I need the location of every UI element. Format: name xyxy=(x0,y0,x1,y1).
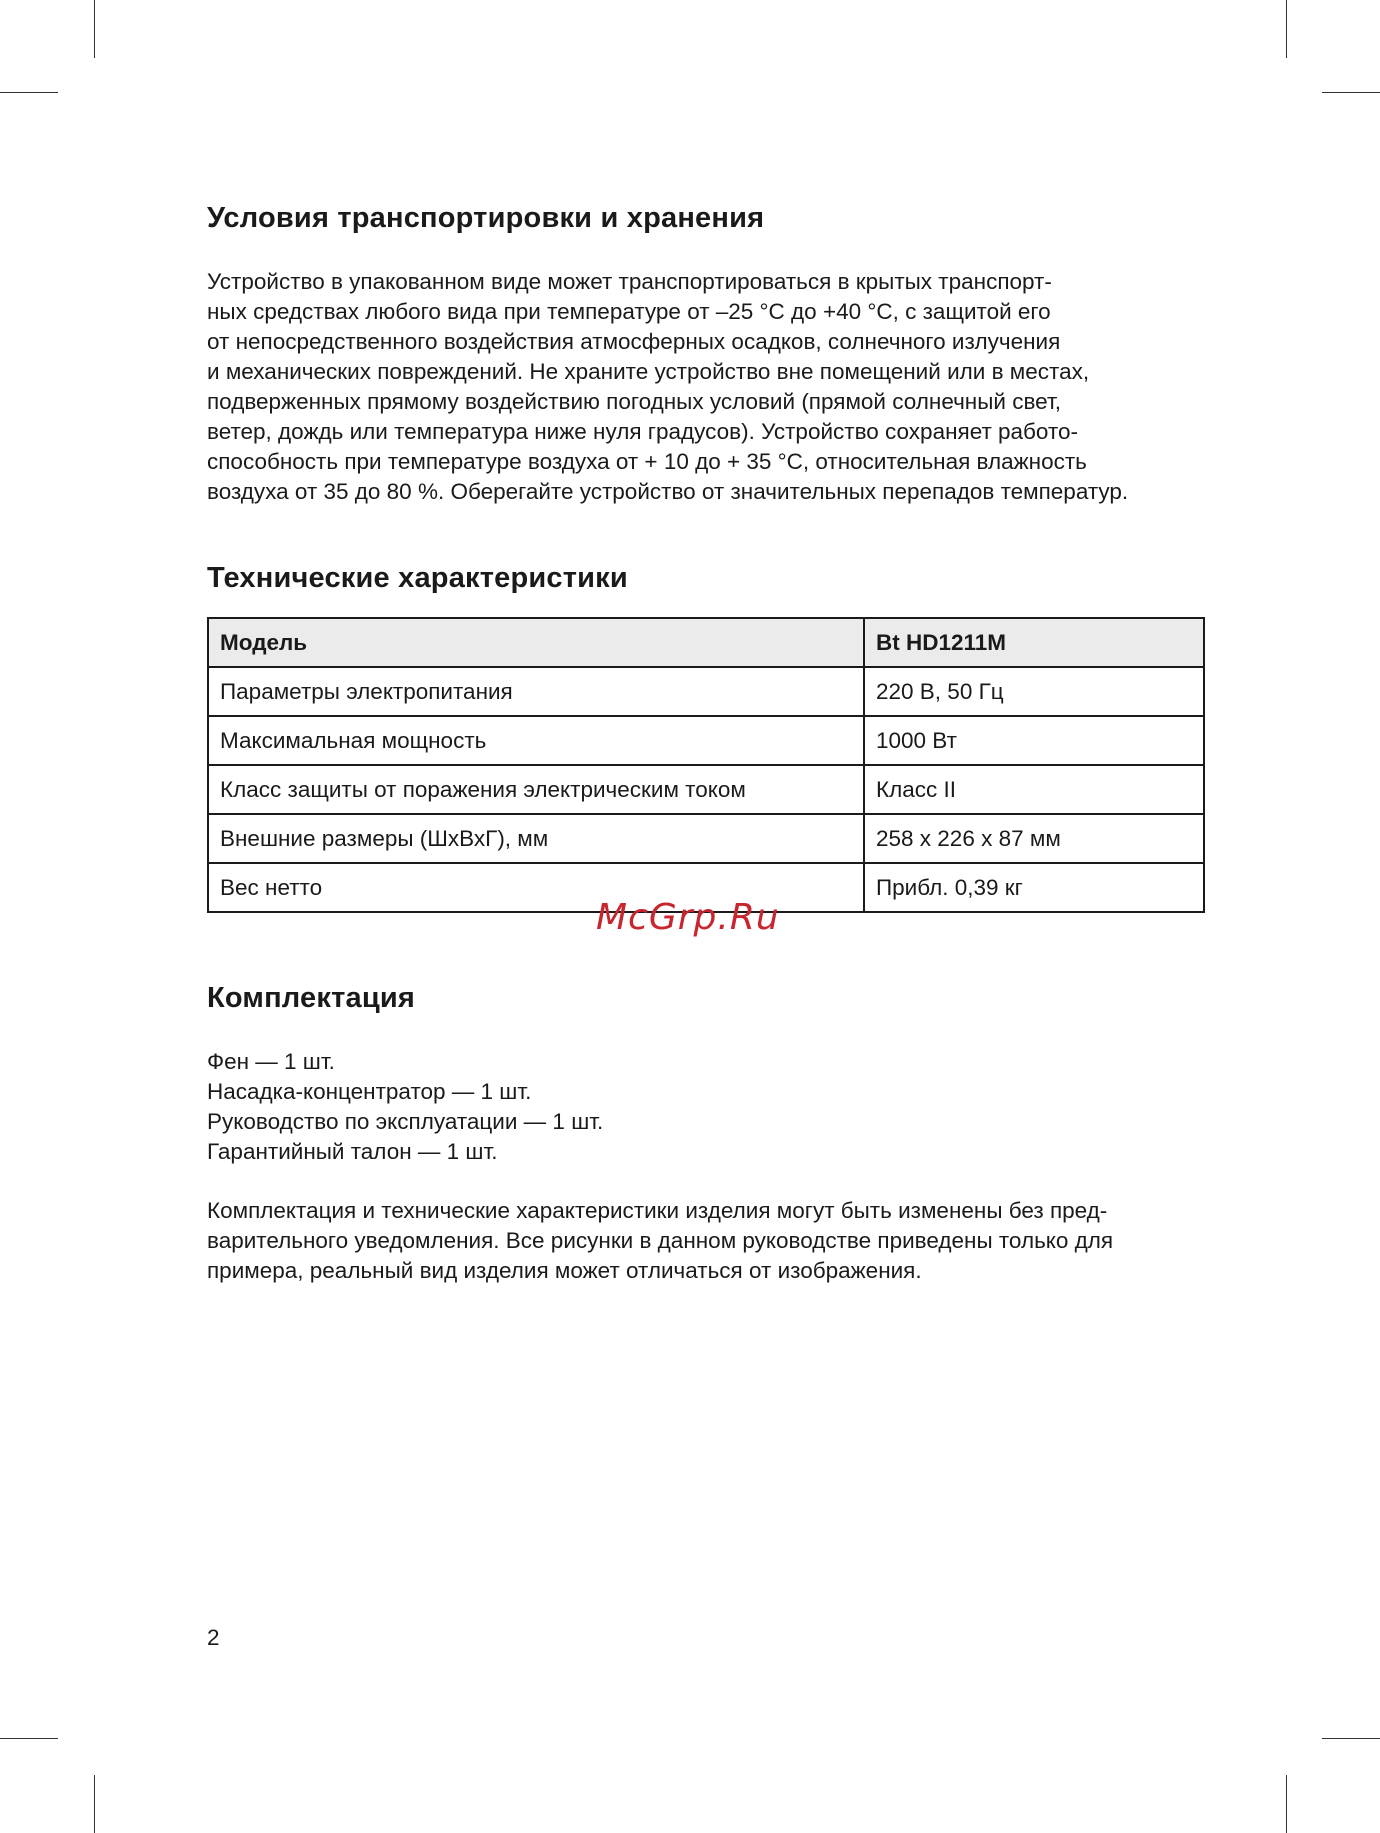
crop-mark-top-right-horizontal xyxy=(1322,92,1380,93)
crop-mark-bottom-left-vertical xyxy=(94,1775,95,1833)
spec-value: Прибл. 0,39 кг xyxy=(864,863,1204,912)
crop-mark-bottom-right-horizontal xyxy=(1322,1738,1380,1739)
specs-table xyxy=(207,617,1205,913)
crop-mark-bottom-right-vertical xyxy=(1286,1775,1287,1833)
note-line: Комплектация и технические характеристики изделия могут быть изменены без пред- xyxy=(207,1198,1108,1223)
spec-label: Внешние размеры (ШхВхГ), мм xyxy=(208,814,864,863)
spec-label: Класс защиты от поражения электрическим током xyxy=(208,765,864,814)
table-row xyxy=(208,716,1204,765)
transport-line: Устройство в упакованном виде может транспортироваться в крытых транспорт- xyxy=(207,269,1052,294)
crop-mark-top-left-vertical xyxy=(94,0,95,58)
crop-mark-top-left-horizontal xyxy=(0,92,58,93)
transport-line: воздуха от 35 до 80 %. Оберегайте устройство от значительных перепадов температур. xyxy=(207,479,1129,504)
spec-label: Параметры электропитания xyxy=(208,667,864,716)
spec-value: 220 В, 50 Гц xyxy=(864,667,1204,716)
transport-line: ных средствах любого вида при температуре от –25 °C до +40 °C, с защитой его xyxy=(207,299,1051,324)
specs-header-label: Модель xyxy=(208,618,864,667)
specs-heading: Технические характеристики xyxy=(207,562,628,594)
table-row xyxy=(208,667,1204,716)
list-item: Насадка-концентратор — 1 шт. xyxy=(207,1079,532,1104)
spec-value: 258 x 226 x 87 мм xyxy=(864,814,1204,863)
watermark: McGrp.Ru xyxy=(596,897,780,938)
transport-line: подверженных прямому воздействию погодных условий (прямой солнечный свет, xyxy=(207,389,1062,414)
page-number: 2 xyxy=(207,1625,220,1650)
list-item: Руководство по эксплуатации — 1 шт. xyxy=(207,1109,604,1134)
transport-line: способность при температуре воздуха от + 10 до + 35 °C, относительная влажность xyxy=(207,449,1087,474)
spec-label: Вес нетто xyxy=(208,863,864,912)
note-line: варительного уведомления. Все рисунки в данном руководстве приведены только для xyxy=(207,1228,1114,1253)
specs-header-value: Bt HD1211M xyxy=(864,618,1204,667)
spec-value: Класс II xyxy=(864,765,1204,814)
crop-mark-top-right-vertical xyxy=(1286,0,1287,58)
spec-value: 1000 Вт xyxy=(864,716,1204,765)
package-list xyxy=(207,1047,603,1167)
transport-heading: Условия транспортировки и хранения xyxy=(207,202,765,234)
table-row xyxy=(208,765,1204,814)
transport-line: ветер, дождь или температура ниже нуля градусов). Устройство сохраняет работо- xyxy=(207,419,1079,444)
package-note xyxy=(207,1196,1113,1286)
specs-header-row xyxy=(208,618,1204,667)
transport-paragraph xyxy=(207,267,1128,507)
note-line: примера, реальный вид изделия может отличаться от изображения. xyxy=(207,1258,922,1283)
transport-line: от непосредственного воздействия атмосферных осадков, солнечного излучения xyxy=(207,329,1061,354)
list-item: Фен — 1 шт. xyxy=(207,1049,335,1074)
table-row xyxy=(208,814,1204,863)
package-heading: Комплектация xyxy=(207,982,415,1014)
spec-label: Максимальная мощность xyxy=(208,716,864,765)
transport-line: и механических повреждений. Не храните устройство вне помещений или в местах, xyxy=(207,359,1090,384)
list-item: Гарантийный талон — 1 шт. xyxy=(207,1139,498,1164)
crop-mark-bottom-left-horizontal xyxy=(0,1738,58,1739)
